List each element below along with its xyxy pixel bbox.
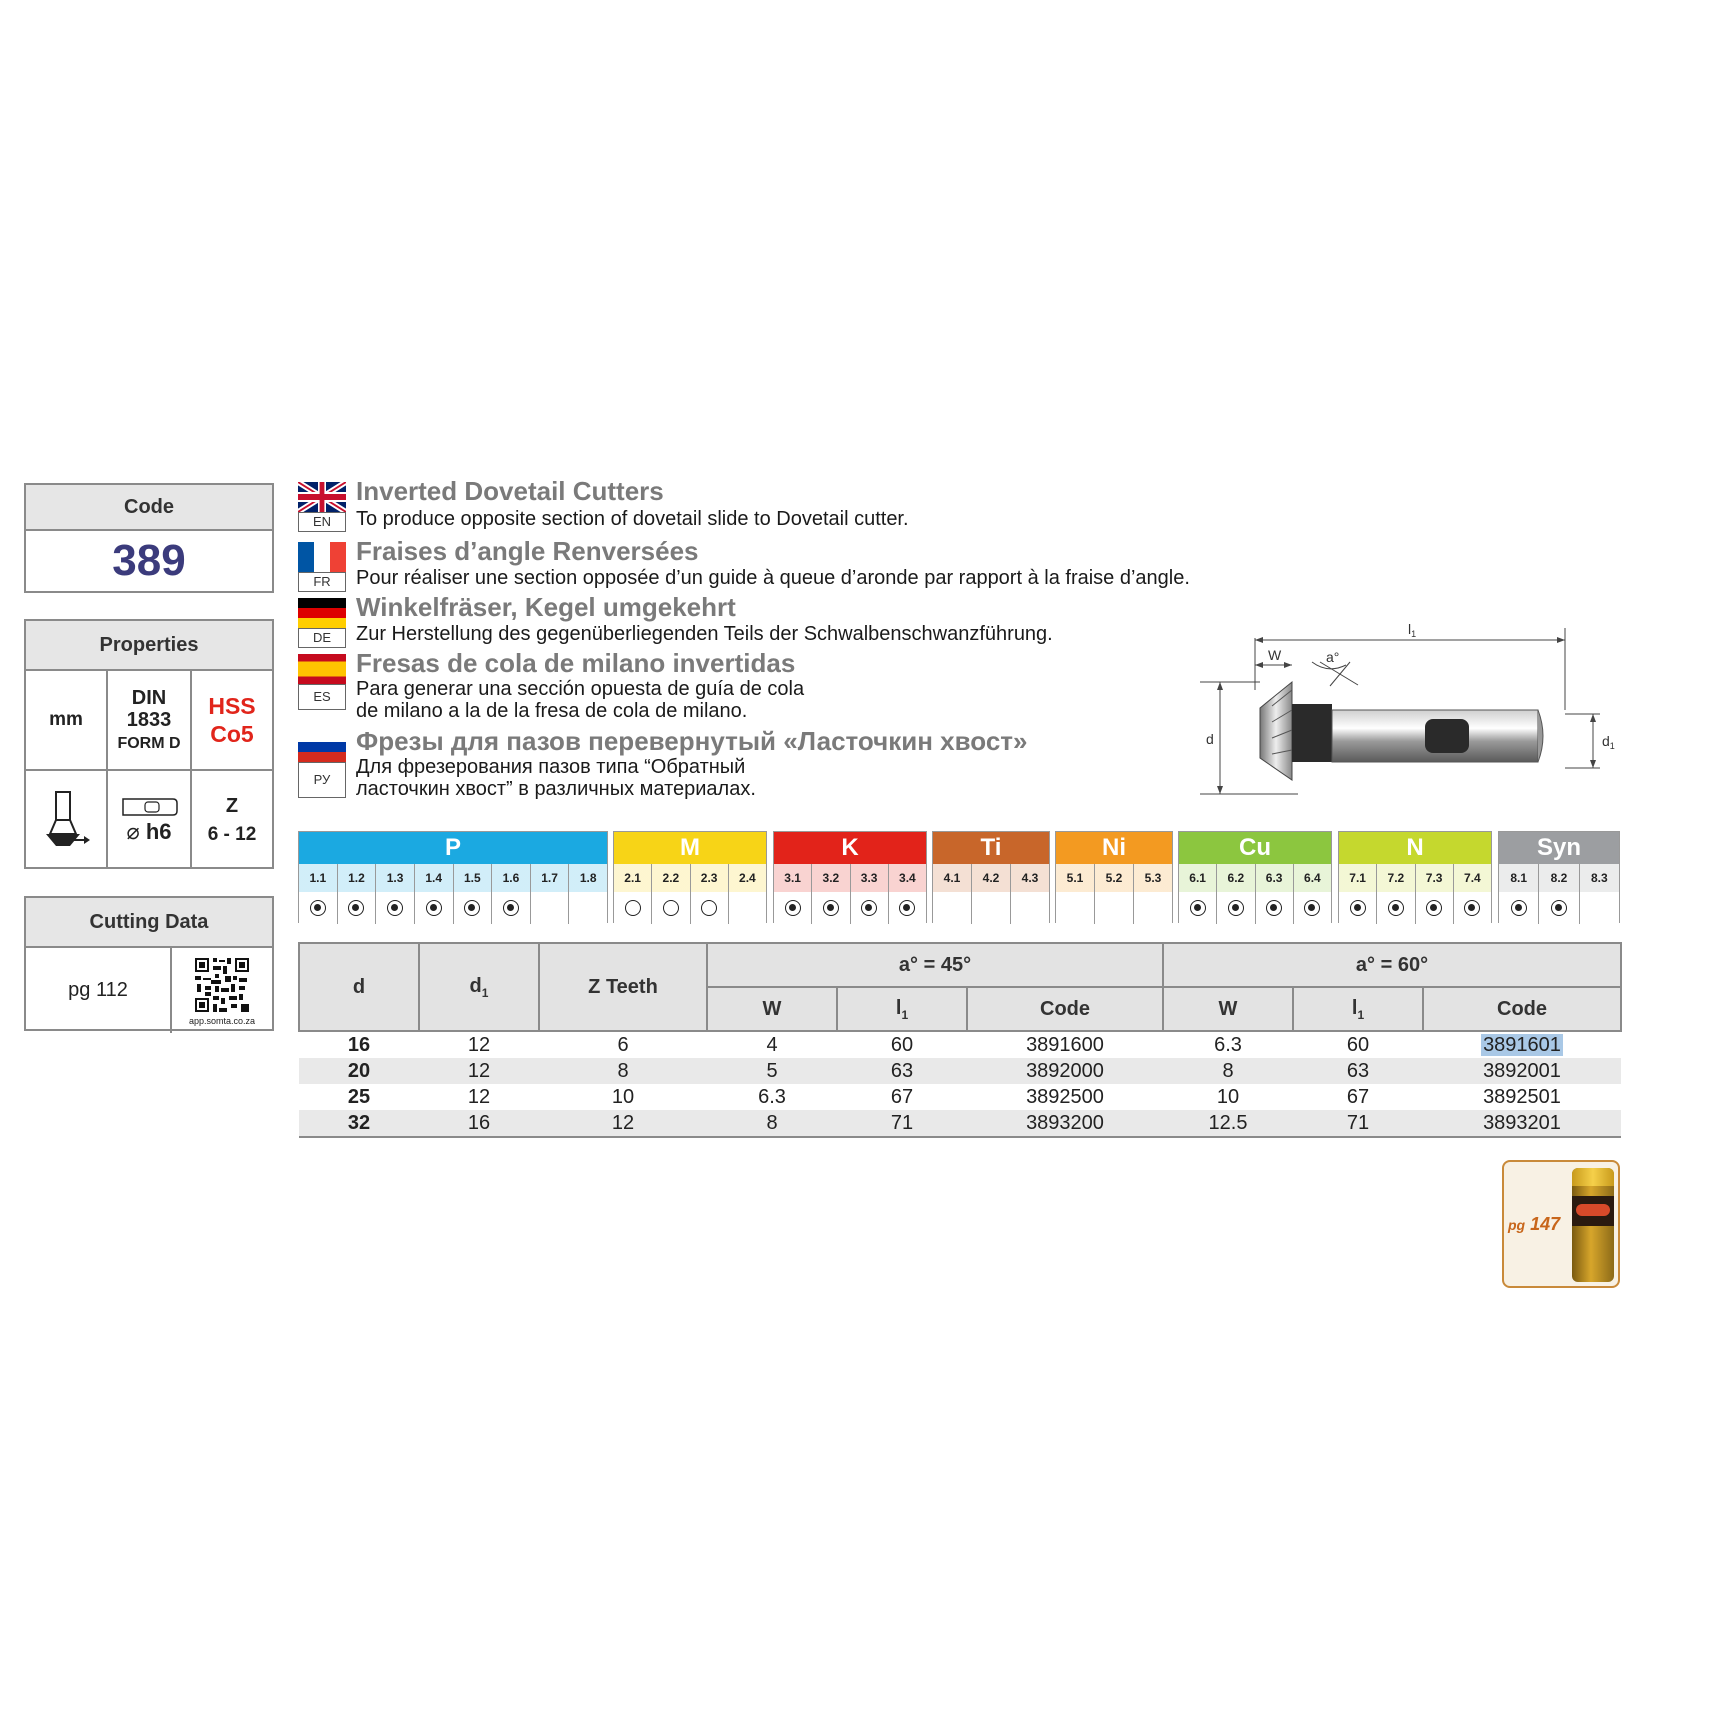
cell-w60: 8: [1163, 1058, 1293, 1084]
lang-desc-de: Zur Herstellung des gegenüberliegenden Teils der Schwalbenschwanzführung.: [356, 623, 1053, 645]
cell-w60: 10: [1216, 1085, 1240, 1108]
suitability-cell: [729, 892, 766, 924]
suitability-cell: [812, 892, 850, 924]
cell-code60[interactable]: 3892501: [1483, 1085, 1561, 1108]
properties-panel: [24, 619, 274, 869]
material-group-ni: [1055, 831, 1173, 923]
dim-d1: $d_1$: [1602, 733, 1615, 751]
recommended-icon: [899, 900, 915, 916]
material-line2: Co5: [210, 721, 254, 747]
cutter-diagram: [1180, 610, 1630, 810]
teeth-range: 6 - 12: [207, 823, 257, 845]
material-subgroup-label: 7.4: [1464, 871, 1481, 885]
material-subgroup-label: 1.3: [376, 864, 415, 892]
cell-l60: 60: [1346, 1033, 1370, 1056]
cell-code45[interactable]: 3892000: [967, 1058, 1163, 1084]
russia-flag-icon: [298, 732, 346, 762]
lang-title-es: Fresas de cola de milano invertidas: [356, 648, 796, 678]
suitability-cell: [1377, 892, 1415, 924]
material-subgroup-label: 3.1: [774, 864, 812, 892]
material-subgroup-label: 4.3: [1021, 871, 1039, 885]
material-subgroup-label: 2.4: [739, 871, 756, 885]
suitable-icon: [701, 900, 717, 916]
shank-tolerance-value: h6: [145, 819, 172, 844]
material-subgroup-label: 1.2: [338, 864, 377, 892]
material-group-label: M: [614, 832, 766, 864]
suitability-cell: [492, 892, 531, 924]
suitability-cell: [1454, 892, 1491, 924]
material-subgroup-label: 8.2: [1539, 864, 1579, 892]
col-w-60: W: [1163, 987, 1293, 1031]
suitability-cell: [1416, 892, 1454, 924]
cell-code45[interactable]: 3891600: [1026, 1033, 1104, 1056]
teeth-cell: [192, 771, 272, 869]
cell-w45: 8: [707, 1110, 837, 1137]
cell-d: 32: [299, 1110, 419, 1137]
suitability-cell: [1256, 892, 1294, 924]
dim-l1: $l_1$: [1408, 621, 1417, 639]
cell-d1: 16: [419, 1110, 539, 1137]
cell-w60: 12.5: [1163, 1110, 1293, 1137]
cell-l45: 63: [837, 1058, 967, 1084]
product-code: 389: [112, 536, 186, 585]
material-subgroup-label: 6.4: [1304, 871, 1321, 885]
teeth-label: Z: [225, 794, 239, 817]
material-subgroup-label: 8.3: [1590, 871, 1608, 885]
standard-cell: [108, 671, 192, 771]
suitability-cell: [691, 892, 729, 924]
germany-flag-icon: [298, 598, 346, 628]
cell-z: 12: [539, 1110, 707, 1137]
material-line1: HSS: [208, 693, 256, 719]
material-subgroup-label: 6.3: [1256, 864, 1294, 892]
cutting-data-label: Cutting Data: [26, 898, 272, 948]
recommended-icon: [1511, 900, 1527, 916]
material-subgroup-label: 8.1: [1499, 864, 1539, 892]
suitability-cell: [614, 892, 652, 924]
shank-icon: [119, 795, 179, 819]
suitability-cell: [376, 892, 415, 924]
recommended-icon: [1388, 900, 1404, 916]
material-group-cu: [1178, 831, 1332, 923]
suitability-cell: [1339, 892, 1377, 924]
recommended-icon: [464, 900, 480, 916]
suitability-cell: [338, 892, 377, 924]
properties-label: Properties: [26, 621, 272, 671]
suitability-cell: [1056, 892, 1095, 924]
cutting-fluid-badge[interactable]: [1502, 1160, 1620, 1288]
material-group-label: Ni: [1056, 832, 1172, 864]
cell-d1: 12: [419, 1058, 539, 1084]
cell-w45: 6.3: [758, 1085, 786, 1108]
col-code-60: Code: [1423, 987, 1621, 1031]
cell-z: 6: [617, 1033, 629, 1056]
col-d1: $d_1$: [419, 943, 539, 1031]
recommended-icon: [1304, 900, 1320, 916]
material-subgroup-label: 3.3: [851, 864, 889, 892]
material-group-ti: [932, 831, 1050, 923]
material-group-syn: [1498, 831, 1620, 923]
badge-page: pg 147: [1508, 1214, 1561, 1234]
dovetail-cutter-icon: [40, 790, 92, 850]
standard-line3: FORM D: [117, 735, 181, 752]
cell-code45[interactable]: 3893200: [967, 1110, 1163, 1137]
material-subgroup-label: 7.3: [1416, 864, 1454, 892]
table-row: [299, 1084, 1621, 1110]
cutting-data-page[interactable]: pg 112: [26, 948, 172, 1033]
cell-d: 20: [299, 1058, 419, 1084]
material-subgroup-label: 4.1: [933, 864, 972, 892]
lang-title-en: Inverted Dovetail Cutters: [356, 476, 664, 506]
cell-d1: 12: [467, 1033, 491, 1056]
cell-code60[interactable]: 3892001: [1423, 1058, 1621, 1084]
material-subgroup-label: 5.3: [1144, 871, 1162, 885]
material-group-p: [298, 831, 608, 923]
suitability-cell: [299, 892, 338, 924]
recommended-icon: [426, 900, 442, 916]
lang-desc-ru-1: Для фрезерования пазов типа “Обратный: [356, 756, 746, 778]
suitability-cell: [774, 892, 812, 924]
material-subgroup-label: 7.2: [1377, 864, 1415, 892]
suitable-icon: [625, 900, 641, 916]
material-subgroup-label: 1.8: [579, 871, 597, 885]
cell-l45: 60: [890, 1033, 914, 1056]
group-a45: a° = 45°: [707, 943, 1163, 987]
suitability-cell: [652, 892, 690, 924]
lang-desc-ru-2: ласточкин хвост” в различных материалах.: [356, 778, 756, 800]
lang-title-fr: Fraises d’angle Renversées: [356, 536, 699, 566]
material-group-m: [613, 831, 767, 923]
material-subgroup-label: 6.1: [1179, 864, 1217, 892]
standard-line2: 1833: [126, 709, 172, 731]
material-subgroup-label: 3.2: [812, 864, 850, 892]
suitable-icon: [663, 900, 679, 916]
col-z-teeth: Z Teeth: [539, 943, 707, 1031]
shank-tolerance: [126, 819, 171, 845]
lang-desc-fr: Pour réaliser une section opposée d’un guide à queue d’aronde par rapport à la fraise d’angle.: [356, 567, 1190, 589]
cutting-data-panel: [24, 896, 274, 1031]
recommended-icon: [785, 900, 801, 916]
col-l1-60: $l_1$: [1293, 987, 1423, 1031]
material-subgroup-label: 6.2: [1217, 864, 1255, 892]
lang-code-ru: РУ: [298, 762, 346, 798]
lang-code-de: DE: [298, 628, 346, 648]
lang-desc-es-1: Para generar una sección opuesta de guía de cola: [356, 678, 805, 700]
material-subgroup-label: 2.1: [614, 864, 652, 892]
cell-l45: 67: [890, 1085, 914, 1108]
unit-label: mm: [49, 709, 83, 730]
recommended-icon: [1426, 900, 1442, 916]
france-flag-icon: [298, 542, 346, 572]
suitability-cell: [933, 892, 972, 924]
recommended-icon: [1228, 900, 1244, 916]
material-subgroup-label: 1.6: [492, 864, 531, 892]
dim-angle: a°: [1326, 649, 1340, 665]
material-subgroup-label: 5.1: [1056, 864, 1095, 892]
recommended-icon: [823, 900, 839, 916]
col-d: d: [299, 943, 419, 1031]
material-subgroup-label: 5.2: [1095, 864, 1134, 892]
cell-code45[interactable]: 3892500: [1026, 1085, 1104, 1108]
dim-d: d: [1206, 731, 1214, 747]
material-subgroup-label: 4.2: [972, 864, 1011, 892]
cell-d: 16: [347, 1033, 371, 1056]
lang-code-en: EN: [298, 512, 346, 532]
cutter-type-cell: [26, 771, 108, 869]
cell-w45: 5: [707, 1058, 837, 1084]
recommended-icon: [1464, 900, 1480, 916]
table-row: [299, 1110, 1621, 1137]
code-panel: [24, 483, 274, 593]
qr-url: app.somta.co.za: [188, 1015, 256, 1026]
uk-flag-icon: [298, 482, 346, 512]
material-cell: [192, 671, 272, 771]
suitability-cell: [1011, 892, 1049, 924]
suitability-cell: [1179, 892, 1217, 924]
cell-l45: 71: [837, 1110, 967, 1137]
suitability-cell: [1499, 892, 1539, 924]
recommended-icon: [1190, 900, 1206, 916]
lang-code-es: ES: [298, 684, 346, 710]
material-subgroup-label: 1.4: [415, 864, 454, 892]
qr-block[interactable]: [172, 948, 272, 1033]
shank-cell: [108, 771, 192, 869]
unit-cell: [26, 671, 108, 771]
cell-d: 25: [347, 1085, 371, 1108]
recommended-icon: [310, 900, 326, 916]
cell-d1: 12: [467, 1085, 491, 1108]
suitability-cell: [1580, 892, 1619, 924]
material-group-label: P: [299, 832, 607, 864]
lang-title-ru: Фрезы для пазов перевернутый «Ласточкин хвост»: [356, 726, 1028, 756]
suitability-cell: [1294, 892, 1331, 924]
cell-code60[interactable]: 3893201: [1423, 1110, 1621, 1137]
recommended-icon: [1551, 900, 1567, 916]
recommended-icon: [503, 900, 519, 916]
cell-z: 8: [539, 1058, 707, 1084]
suitability-cell: [1095, 892, 1134, 924]
group-a60: a° = 60°: [1163, 943, 1621, 987]
cutting-fluid-can-icon: [1572, 1168, 1614, 1282]
col-code-45: Code: [967, 987, 1163, 1031]
material-group-n: [1338, 831, 1492, 923]
recommended-icon: [1266, 900, 1282, 916]
dim-w: W: [1268, 647, 1282, 663]
standard-line1: DIN: [131, 687, 167, 709]
material-subgroup-label: 1.5: [454, 864, 493, 892]
code-label: Code: [26, 485, 272, 531]
lang-desc-es-2: de milano a la de la fresa de cola de milano.: [356, 700, 748, 722]
cell-l60: 67: [1346, 1085, 1370, 1108]
suitability-cell: [1134, 892, 1172, 924]
spain-flag-icon: [298, 654, 346, 684]
suitability-cell: [569, 892, 607, 924]
table-row: [299, 1058, 1621, 1084]
data-table: [298, 942, 1622, 1138]
material-group-label: Syn: [1499, 832, 1619, 864]
cell-l60: 71: [1293, 1110, 1423, 1137]
cell-code60[interactable]: [1423, 1031, 1621, 1058]
material-subgroup-label: 7.1: [1339, 864, 1377, 892]
suitability-cell: [454, 892, 493, 924]
suitability-cell: [889, 892, 926, 924]
recommended-icon: [861, 900, 877, 916]
col-w-45: W: [707, 987, 837, 1031]
suitability-cell: [531, 892, 570, 924]
selected-code[interactable]: 3891601: [1483, 1033, 1561, 1056]
suitability-cell: [972, 892, 1011, 924]
suitability-cell: [1539, 892, 1579, 924]
lang-desc-en: To produce opposite section of dovetail slide to Dovetail cutter.: [356, 508, 909, 530]
suitability-cell: [415, 892, 454, 924]
diameter-icon: ⌀: [126, 819, 140, 844]
material-subgroup-label: 1.7: [531, 864, 570, 892]
cell-w60: 6.3: [1214, 1033, 1242, 1056]
material-group-k: [773, 831, 927, 923]
material-group-label: N: [1339, 832, 1491, 864]
cell-w45: 4: [766, 1033, 778, 1056]
material-group-label: Ti: [933, 832, 1049, 864]
recommended-icon: [1350, 900, 1366, 916]
recommended-icon: [387, 900, 403, 916]
suitability-cell: [851, 892, 889, 924]
table-row: [299, 1031, 1621, 1058]
material-group-label: Cu: [1179, 832, 1331, 864]
material-group-label: K: [774, 832, 926, 864]
material-subgroup-label: 1.1: [299, 864, 338, 892]
material-subgroup-label: 3.4: [899, 871, 916, 885]
suitability-cell: [1217, 892, 1255, 924]
cell-z: 10: [611, 1085, 635, 1108]
material-subgroup-label: 2.3: [691, 864, 729, 892]
lang-title-de: Winkelfräser, Kegel umgekehrt: [356, 592, 736, 622]
recommended-icon: [348, 900, 364, 916]
material-subgroup-label: 2.2: [652, 864, 690, 892]
qr-code-icon: [193, 956, 251, 1014]
col-l1-45: $l_1$: [837, 987, 967, 1031]
cell-l60: 63: [1293, 1058, 1423, 1084]
lang-code-fr: FR: [298, 572, 346, 592]
